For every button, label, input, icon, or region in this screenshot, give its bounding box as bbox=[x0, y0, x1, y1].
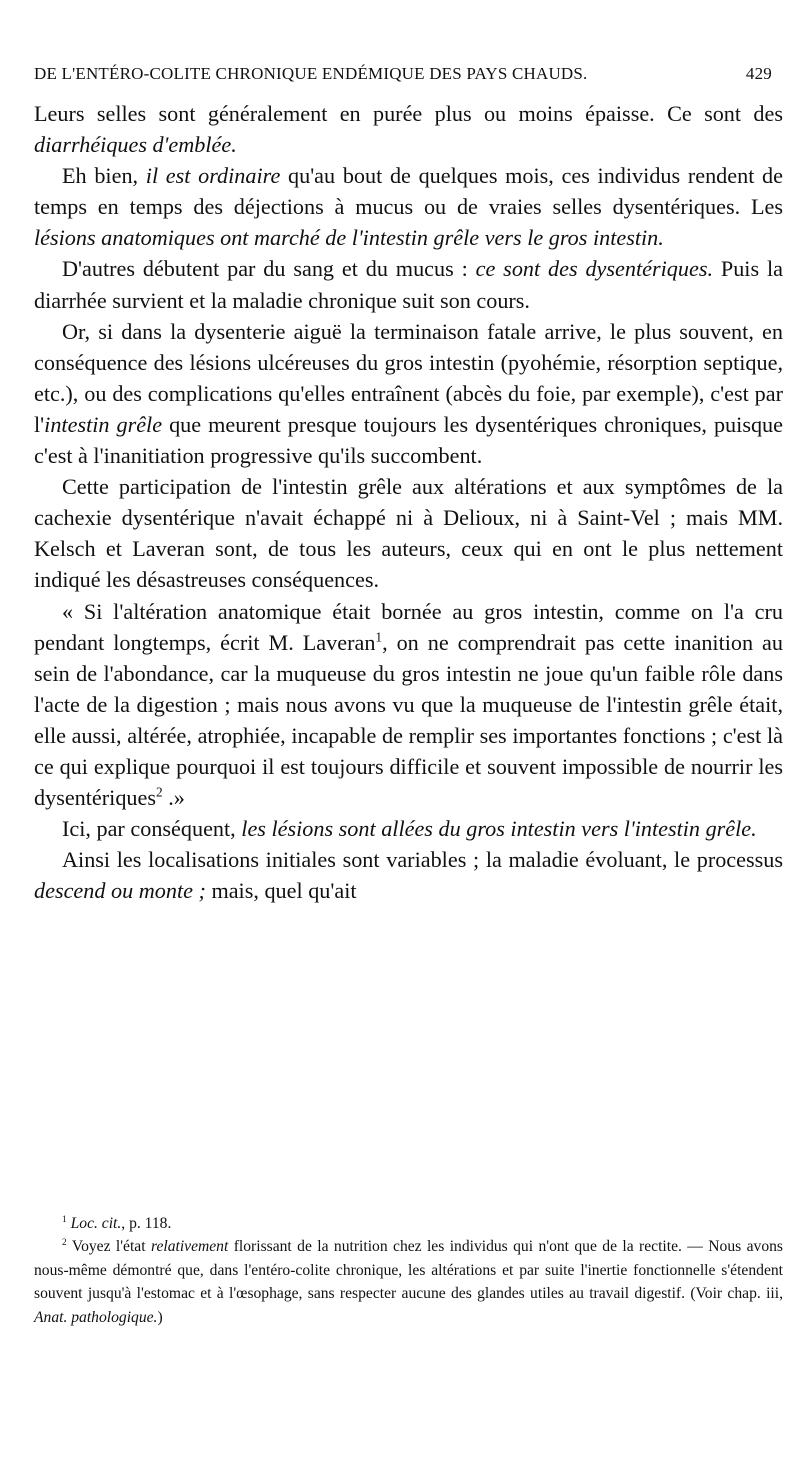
footnote-2: $^2$ Voyez l'état relativement florissant de la nutrition chez les individus qui n'ont que de la rectite. — Nous avons nous-même démontré que, dans l'entéro-colite chronique, les altérations et par suite l'inertie fonctionnelle s'étendent souvent jusqu'à l'estomac et à l'œsophage, sans respecter aucune des glandes utiles au travail digestif. (Voir chap. iii, Anat. pathologique.) bbox=[34, 1238, 783, 1326]
main-text bbox=[34, 98, 783, 906]
paragraph-3: D'autres débutent par du sang et du mucus : ce sont des dysentériques. Puis la diarrhée survient et la maladie chronique suit son cours. bbox=[34, 256, 783, 313]
paragraph-6-quotation: « Si l'altération anatomique était bornée au gros intestin, comme on l'a cru pendant longtemps, écrit M. Laveran$^1$, on ne comprendrait pas cette inanition au sein de l'abondance, car la muqueuse du gros intestin ne joue qu'un faible rôle dans l'acte de la digestion ; mais nous avons vu que la muqueuse de l'intestin grêle était, elle aussi, altérée, atrophiée, incapable de remplir ses importantes fonctions ; c'est là ce qui explique pourquoi il est toujours difficile et souvent impossible de nourrir les dysentériques$^2$ .» bbox=[34, 598, 783, 811]
paragraph-2: Eh bien, il est ordinaire qu'au bout de quelques mois, ces individus rendent de temps en temps des déjections à mucus ou de vraies selles dysentériques. Les lésions anatomiques ont marché de l'intestin grêle vers le gros intestin. bbox=[34, 163, 783, 251]
footnote-1: $^1$ Loc. cit., p. 118. bbox=[62, 1214, 172, 1232]
running-header bbox=[34, 64, 772, 84]
paragraph-5: Cette participation de l'intestin grêle aux altérations et aux symptômes de la cachexie dysentérique n'avait échappé ni à Delioux, ni à Saint-Vel ; mais MM. Kelsch et Laveran sont, de tous les auteurs, ceux qui en ont le plus nettement indiqué les désastreuses conséquences. bbox=[34, 474, 783, 593]
footnote-ref-2: 2 bbox=[156, 784, 163, 800]
paragraph-1: Leurs selles sont généralement en purée plus ou moins épaisse. Ce sont des diarrhéiques d'emblée. bbox=[34, 101, 783, 158]
paragraph-7: Ici, par conséquent, les lésions sont allées du gros intestin vers l'intestin grêle. bbox=[62, 816, 757, 842]
paragraph-8: Ainsi les localisations initiales sont variables ; la maladie évoluant, le processus descend ou monte ; mais, quel qu'ait bbox=[34, 847, 783, 904]
footnotes bbox=[34, 1212, 783, 1329]
footnote-ref-1: 1 bbox=[375, 629, 383, 645]
paragraph-4: Or, si dans la dysenterie aiguë la terminaison fatale arrive, le plus souvent, en conséquence des lésions ulcéreuses du gros intestin (pyohémie, résorption septique, etc.), ou des complications qu'elles entraînent (abcès du foie, par exemple), c'est par l'intestin grêle que meurent presque toujours les dysentériques chroniques, puisque c'est à l'inanitiation progressive qu'ils succombent. bbox=[34, 318, 783, 469]
page-number: 429 bbox=[745, 64, 772, 83]
running-title: DE L'ENTÉRO-COLITE CHRONIQUE ENDÉMIQUE DES PAYS CHAUDS. bbox=[34, 64, 588, 83]
